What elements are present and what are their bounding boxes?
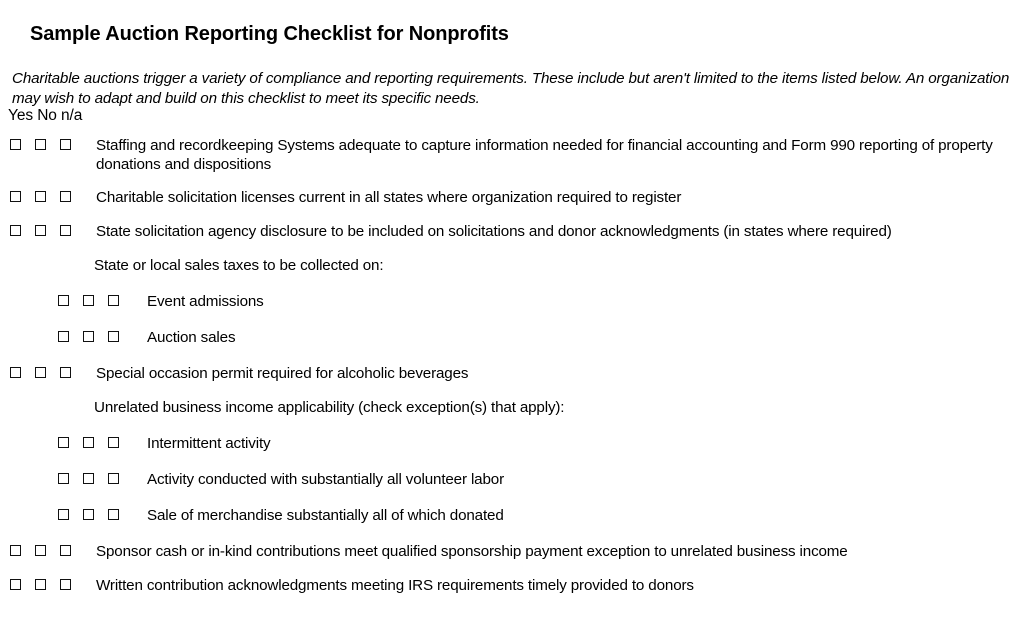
checkbox-yes[interactable]	[58, 331, 69, 342]
checkbox-no[interactable]	[35, 191, 46, 202]
checkbox-group	[58, 434, 119, 448]
checklist-item-label: Event admissions	[147, 293, 264, 310]
checkbox-yes[interactable]	[10, 545, 21, 556]
checkbox-yes[interactable]	[10, 367, 21, 378]
checkbox-group	[10, 136, 71, 150]
intro-paragraph: Charitable auctions trigger a variety of compliance and reporting requirements. These include but aren't limited to the items listed below. An organization may wish to adapt and build on this checklist to meet its specific needs.	[12, 70, 1010, 108]
checkbox-na[interactable]	[60, 139, 71, 150]
checklist-item-label: Intermittent activity	[147, 435, 271, 452]
checkbox-group	[58, 328, 119, 342]
checkbox-na[interactable]	[108, 331, 119, 342]
checkbox-na[interactable]	[108, 473, 119, 484]
checkbox-yes[interactable]	[58, 473, 69, 484]
checkbox-group	[58, 470, 119, 484]
column-legend: Yes No n/a	[8, 107, 83, 124]
checklist-item-label: State solicitation agency disclosure to be included on solicitations and donor acknowledgments (in states where required)	[96, 223, 892, 240]
checkbox-group	[10, 576, 71, 590]
checklist-group-header	[0, 256, 1024, 276]
checkbox-group	[58, 506, 119, 520]
checklist-row	[0, 506, 1024, 526]
checklist-row	[0, 188, 1024, 208]
checkbox-group	[58, 292, 119, 306]
checklist-item-label: Staffing and recordkeeping Systems adequate to capture information needed for financial accounting and Form 990 reporting of property donations and dispositions	[96, 137, 993, 173]
checklist-row	[0, 434, 1024, 454]
checkbox-na[interactable]	[60, 367, 71, 378]
checklist-row	[0, 542, 1024, 562]
checklist-row	[0, 576, 1024, 596]
checklist-row	[0, 222, 1024, 242]
checklist-item-label: Sponsor cash or in-kind contributions meet qualified sponsorship payment exception to unrelated business income	[96, 543, 848, 560]
checkbox-group	[10, 188, 71, 202]
page-title: Sample Auction Reporting Checklist for Nonprofits	[30, 23, 509, 46]
checklist	[0, 136, 1024, 610]
checkbox-no[interactable]	[83, 473, 94, 484]
checkbox-na[interactable]	[60, 191, 71, 202]
checkbox-na[interactable]	[108, 295, 119, 306]
checkbox-yes[interactable]	[58, 295, 69, 306]
checklist-item-label: Sale of merchandise substantially all of which donated	[147, 507, 504, 524]
checklist-item-label: Written contribution acknowledgments meeting IRS requirements timely provided to donors	[96, 577, 694, 594]
checklist-item-label: Special occasion permit required for alcoholic beverages	[96, 365, 469, 382]
checklist-row	[0, 136, 1024, 174]
checkbox-no[interactable]	[35, 579, 46, 590]
checklist-item-label: Charitable solicitation licenses current in all states where organization required to register	[96, 189, 682, 206]
checklist-item-label: Auction sales	[147, 329, 236, 346]
group-header-label: State or local sales taxes to be collected on:	[94, 257, 384, 274]
checkbox-na[interactable]	[60, 225, 71, 236]
checklist-group-header	[0, 398, 1024, 418]
checkbox-yes[interactable]	[10, 579, 21, 590]
checklist-row	[0, 470, 1024, 490]
checkbox-yes[interactable]	[10, 139, 21, 150]
checkbox-na[interactable]	[60, 545, 71, 556]
checkbox-yes[interactable]	[58, 437, 69, 448]
checkbox-no[interactable]	[35, 545, 46, 556]
checkbox-no[interactable]	[83, 295, 94, 306]
checkbox-no[interactable]	[83, 331, 94, 342]
checkbox-no[interactable]	[35, 225, 46, 236]
checkbox-group	[10, 364, 71, 378]
checklist-item-label: Activity conducted with substantially all volunteer labor	[147, 471, 504, 488]
checklist-row	[0, 328, 1024, 348]
checkbox-group	[10, 542, 71, 556]
checkbox-yes[interactable]	[10, 225, 21, 236]
checkbox-no[interactable]	[35, 139, 46, 150]
checklist-row	[0, 364, 1024, 384]
group-header-label: Unrelated business income applicability (check exception(s) that apply):	[94, 399, 565, 416]
checkbox-na[interactable]	[108, 437, 119, 448]
checkbox-yes[interactable]	[58, 509, 69, 520]
checkbox-yes[interactable]	[10, 191, 21, 202]
checkbox-no[interactable]	[35, 367, 46, 378]
checkbox-group	[10, 222, 71, 236]
checkbox-no[interactable]	[83, 437, 94, 448]
checkbox-na[interactable]	[60, 579, 71, 590]
checkbox-na[interactable]	[108, 509, 119, 520]
checkbox-no[interactable]	[83, 509, 94, 520]
checklist-row	[0, 292, 1024, 312]
